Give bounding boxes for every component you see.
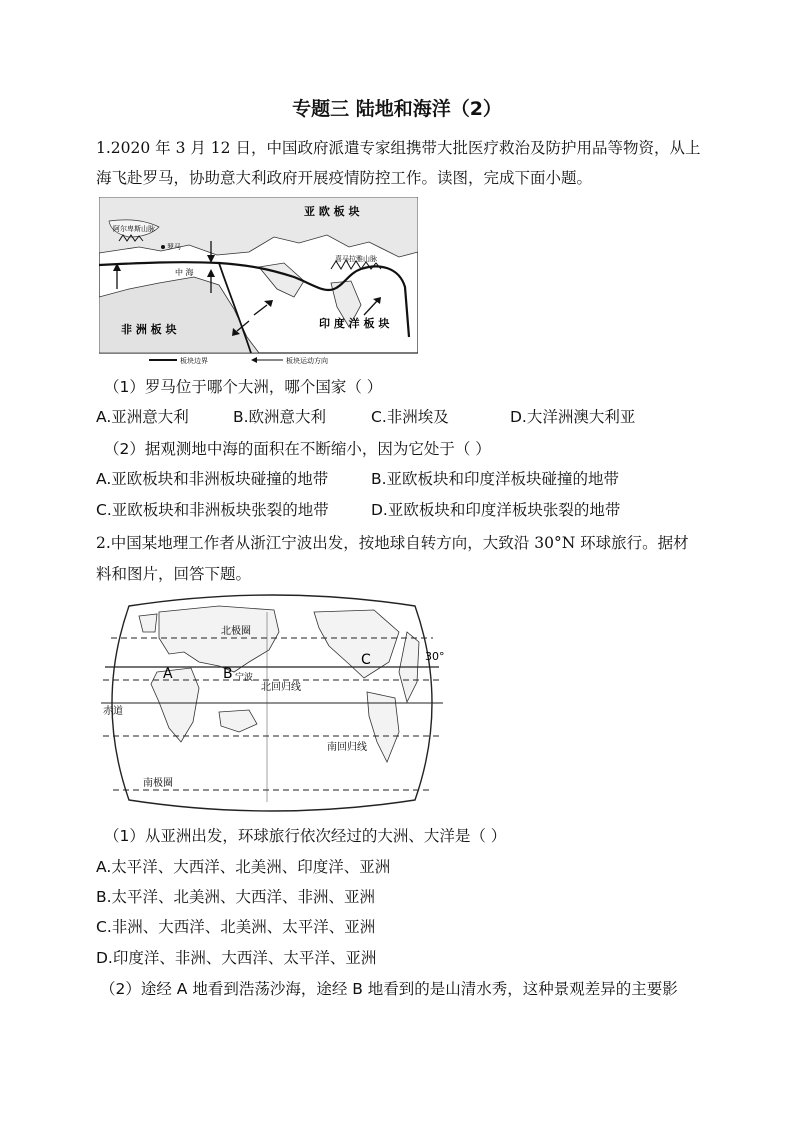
eurasia-plate-label: 亚 欧 板 块 xyxy=(304,205,360,218)
legend-motion-label: 板块运动方向 xyxy=(286,357,328,365)
q1-sub2-option-c[interactable]: C.亚欧板块和非洲板块张裂的地带 xyxy=(96,501,329,519)
himalaya-label: 喜马拉雅山脉 xyxy=(335,255,377,263)
q2-sub1-option-c[interactable]: C.非洲、大西洋、北美洲、太平洋、亚洲 xyxy=(96,918,376,936)
q2-sub1-option-a[interactable]: A.太平洋、大西洋、北美洲、印度洋、亚洲 xyxy=(96,858,391,876)
legend-boundary-label: 板块边界 xyxy=(180,357,208,365)
point-b-label: B xyxy=(223,666,233,682)
lat30-label: 30° xyxy=(425,650,445,663)
rome-label: 罗马 xyxy=(167,243,181,251)
q2-stem-line1: 2.中国某地理工作者从浙江宁波出发，按地球自转方向，大致沿 30°N 环球旅行。据材 xyxy=(96,534,689,552)
rome-marker xyxy=(161,245,165,249)
point-c-label: C xyxy=(361,652,371,668)
page-title: 专题三 陆地和海洋（2） xyxy=(292,98,502,120)
antarctic-circle-label: 南极圈 xyxy=(143,778,173,789)
q1-sub2-option-d[interactable]: D.亚欧板块和印度洋板块张裂的地带 xyxy=(371,501,621,519)
q2-sub1-question: （1）从亚洲出发，环球旅行依次经过的大洲、大洋是（ ） xyxy=(104,827,507,845)
q2-sub1-option-b[interactable]: B.太平洋、北美洲、大西洋、非洲、亚洲 xyxy=(96,888,376,906)
q1-stem-line2: 海飞赴罗马，协助意大利政府开展疫情防控工作。读图，完成下面小题。 xyxy=(96,169,593,187)
q2-stem-line2: 料和图片，回答下题。 xyxy=(96,565,252,583)
q1-sub1-question: （1）罗马位于哪个大洲，哪个国家（ ） xyxy=(104,378,383,396)
q1-stem-line1: 1.2020 年 3 月 12 日，中国政府派遣专家组携带大批医疗救治及防护用品等物资，从上 xyxy=(96,139,701,157)
alps-label: 阿尔卑斯山脉 xyxy=(113,225,155,233)
q1-sub2-option-a[interactable]: A.亚欧板块和非洲板块碰撞的地带 xyxy=(96,470,329,488)
q1-sub2-option-b[interactable]: B.亚欧板块和印度洋板块碰撞的地带 xyxy=(371,470,620,488)
tropic-north-label: 北回归线 xyxy=(261,682,301,693)
q1-sub2-question: （2）据观测地中海的面积在不断缩小，因为它处于（ ） xyxy=(104,440,491,458)
equator-label: 赤道 xyxy=(103,706,123,717)
mediterranean-label: 中 海 xyxy=(175,268,194,277)
arctic-circle-label: 北极圈 xyxy=(221,626,251,637)
point-a-label: A xyxy=(163,666,173,682)
ningbo-label: 宁波 xyxy=(235,673,254,683)
q2-sub2-question: （2）途经 A 地看到浩荡沙海，途经 B 地看到的是山清水秀，这种景观差异的主要影 xyxy=(100,980,678,998)
q1-sub1-option-d[interactable]: D.大洋洲澳大利亚 xyxy=(510,408,636,426)
world-map xyxy=(99,592,445,814)
tropic-south-label: 南回归线 xyxy=(327,742,367,753)
africa-plate-label: 非 洲 板 块 xyxy=(121,323,177,336)
plate-map xyxy=(99,197,418,365)
q1-sub1-option-b[interactable]: B.欧洲意大利 xyxy=(233,408,327,426)
q1-sub1-option-a[interactable]: A.亚洲意大利 xyxy=(96,408,189,426)
q1-sub1-option-c[interactable]: C.非洲埃及 xyxy=(371,408,449,426)
indian-plate-label: 印 度 洋 板 块 xyxy=(319,317,390,330)
q2-sub1-option-d[interactable]: D.印度洋、非洲、大西洋、太平洋、亚洲 xyxy=(96,949,377,967)
